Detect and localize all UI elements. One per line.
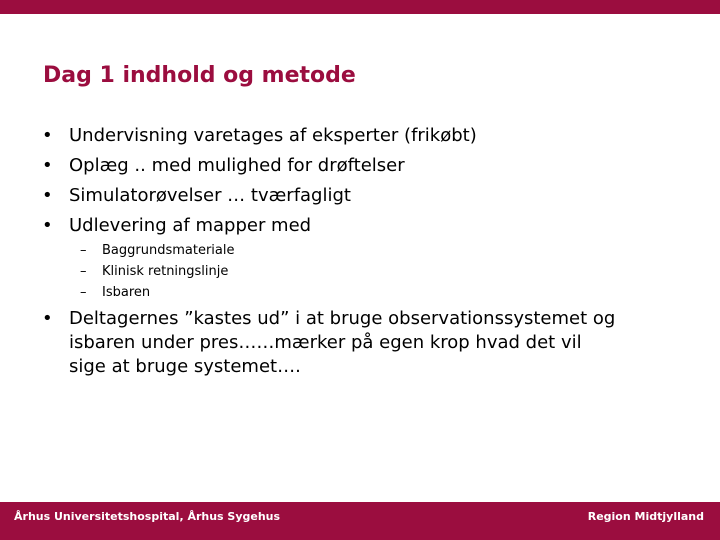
bullet-marker: •	[42, 308, 53, 329]
bullet-item-5-line-2: isbaren under pres……mærker på egen krop hvad det vil	[69, 332, 582, 353]
bullet-marker: •	[42, 125, 53, 146]
sub-bullet-marker: –	[80, 264, 87, 279]
sub-bullet-marker: –	[80, 285, 87, 300]
bullet-item-5-line-1: Deltagernes ”kastes ud” i at bruge observationssystemet og	[69, 308, 616, 329]
slide-title: Dag 1 indhold og metode	[43, 63, 356, 88]
bullet-item-5-line-3: sige at bruge systemet….	[69, 356, 301, 377]
bullet-item-3: Simulatorøvelser … tværfagligt	[69, 185, 351, 206]
bullet-marker: •	[42, 185, 53, 206]
bullet-marker: •	[42, 215, 53, 236]
sub-bullet-item-2: Klinisk retningslinje	[102, 264, 229, 279]
bullet-item-2: Oplæg .. med mulighed for drøftelser	[69, 155, 405, 176]
footer-region-name: Region Midtjylland	[587, 510, 704, 523]
sub-bullet-item-1: Baggrundsmateriale	[102, 243, 235, 258]
sub-bullet-item-3: Isbaren	[102, 285, 151, 300]
bullet-item-4: Udlevering af mapper med	[69, 215, 312, 236]
bullet-marker: •	[42, 155, 53, 176]
bullet-item-1: Undervisning varetages af eksperter (frikøbt)	[69, 125, 477, 146]
footer-hospital-name: Århus Universitetshospital, Århus Sygehus	[14, 510, 281, 523]
footer-bar	[0, 502, 720, 540]
sub-bullet-marker: –	[80, 243, 87, 258]
